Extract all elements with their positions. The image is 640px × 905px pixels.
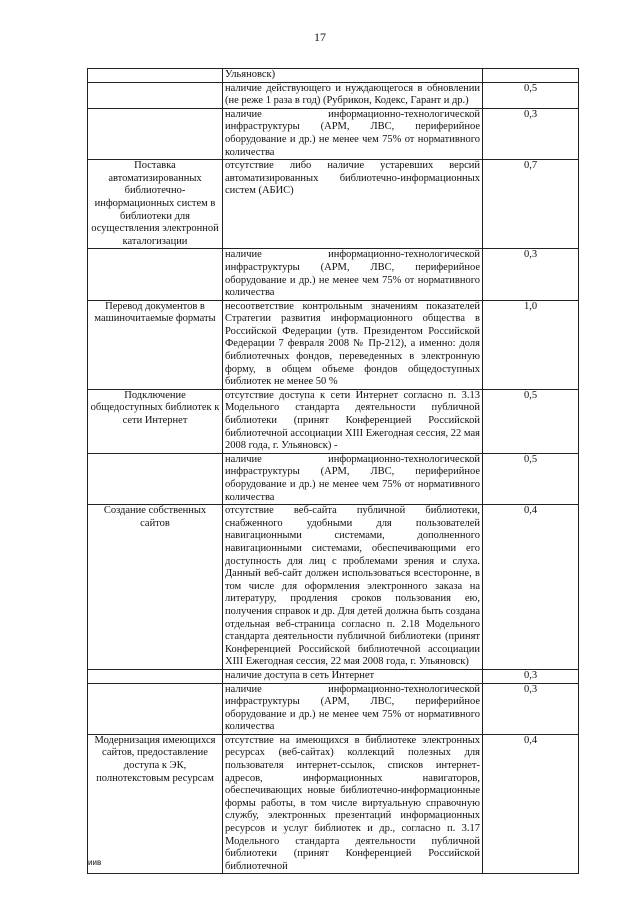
measure-cell: Модернизация имеющихся сайтов, предоставление доступа к ЭК, полнотекстовым ресурсам — [88, 734, 223, 874]
table-row — [88, 82, 579, 108]
coefficient-cell: 0,5 — [483, 389, 579, 453]
condition-cell: отсутствие на имеющихся в библиотеке электронных ресурсах (веб-сайтах) коллекций полезных для пользователя интернет-ссылок, списков интернет-адресов, информационных навигаторов, обеспечивающих новые библиотечно-информационные формы работы, в том числе виртуальную справочную службу, электронных презентаций информационных ресурсов и услуг библиотек и др., согласно п. 3.17 Модельного стандарта деятельности публичной библиотеки (принят Конференцией Российской библиотечной — [223, 734, 483, 874]
table-row — [88, 160, 579, 249]
table-row — [88, 108, 579, 159]
measure-cell — [88, 669, 223, 683]
coefficient-cell: 0,3 — [483, 669, 579, 683]
coefficient-cell: 0,5 — [483, 82, 579, 108]
measure-cell — [88, 683, 223, 734]
measure-cell — [88, 108, 223, 159]
coefficient-cell: 0,4 — [483, 734, 579, 874]
condition-cell: наличие информационно-технологической инфраструктуры (АРМ, ЛВС, периферийное оборудование и др.) не менее чем 75% от нормативного количества — [223, 683, 483, 734]
table-row — [88, 669, 579, 683]
condition-cell: отсутствие доступа к сети Интернет согласно п. 3.13 Модельного стандарта деятельности публичной библиотеки (принят Конференцией Российской библиотечной ассоциации XIII Ежегодная сессия, 22 мая 2008 года, г. Ульяновск) - — [223, 389, 483, 453]
table-row — [88, 505, 579, 670]
table-row — [88, 453, 579, 504]
coefficient-cell: 0,3 — [483, 249, 579, 300]
table-row — [88, 249, 579, 300]
coefficient-cell: 0,3 — [483, 108, 579, 159]
measure-cell: Подключение общедоступных библиотек к сети Интернет — [88, 389, 223, 453]
condition-cell: несоответствие контрольным значениям показателей Стратегии развития информационного общества в Российской Федерации (утв. Президентом Российской Федерации 7 февраля 2008 № Пр-212), а именно: доля библиотечных фондов, переведенных в электронную форму, в общем объеме фондов общедоступных библиотек не менее 50 % — [223, 300, 483, 389]
measure-cell — [88, 249, 223, 300]
table-row — [88, 300, 579, 389]
table-row — [88, 389, 579, 453]
footer-mark: иив — [88, 858, 102, 867]
condition-cell: Ульяновск) — [223, 69, 483, 83]
coefficient-cell — [483, 69, 579, 83]
condition-cell: отсутствие либо наличие устаревших версий автоматизированных библиотечно-информационных систем (АБИС) — [223, 160, 483, 249]
table-row — [88, 69, 579, 83]
measure-cell: Перевод документов в машиночитаемые форматы — [88, 300, 223, 389]
condition-cell: наличие доступа в сеть Интернет — [223, 669, 483, 683]
coefficient-cell: 0,5 — [483, 453, 579, 504]
measure-cell — [88, 69, 223, 83]
coefficient-cell: 0,7 — [483, 160, 579, 249]
table-row — [88, 734, 579, 874]
measure-cell — [88, 453, 223, 504]
condition-cell: наличие информационно-технологической инфраструктуры (АРМ, ЛВС, периферийное оборудование и др.) не менее чем 75% от нормативного количества — [223, 249, 483, 300]
criteria-table — [87, 68, 579, 874]
coefficient-cell: 0,4 — [483, 505, 579, 670]
measure-cell: Поставка автоматизированных библиотечно-информационных систем в библиотеки для осуществления электронной каталогизации — [88, 160, 223, 249]
table-row — [88, 683, 579, 734]
condition-cell: наличие информационно-технологической инфраструктуры (АРМ, ЛВС, периферийное оборудование и др.) не менее чем 75% от нормативного количества — [223, 453, 483, 504]
coefficient-cell: 0,3 — [483, 683, 579, 734]
coefficient-cell: 1,0 — [483, 300, 579, 389]
condition-cell: наличие информационно-технологической инфраструктуры (АРМ, ЛВС, периферийное оборудование и др.) не менее чем 75% от нормативного количества — [223, 108, 483, 159]
condition-cell: наличие действующего и нуждающегося в обновлении (не реже 1 раза в год) (Рубрикон, Кодекс, Гарант и др.) — [223, 82, 483, 108]
measure-cell — [88, 82, 223, 108]
condition-cell: отсутствие веб-сайта публичной библиотеки, снабженного удобными для пользователей навигационными системами, дополненного навигационными системами, обеспечивающими его доступность для лиц с проблемами зрения и слуха. Данный веб-сайт должен использоваться всесторонне, в том числе для оформления электронного заказа на литературу, продления сроков пользования ею, получения справок и др. Для детей должна быть создана отдельная веб-страница согласно п. 2.18 Модельного стандарта деятельности публичной библиотеки (принят Конференцией Российской библиотечной ассоциации XIII Ежегодная сессия, 22 мая 2008 года, г. Ульяновск) — [223, 505, 483, 670]
measure-cell: Создание собственных сайтов — [88, 505, 223, 670]
page-number: 17 — [314, 30, 326, 44]
